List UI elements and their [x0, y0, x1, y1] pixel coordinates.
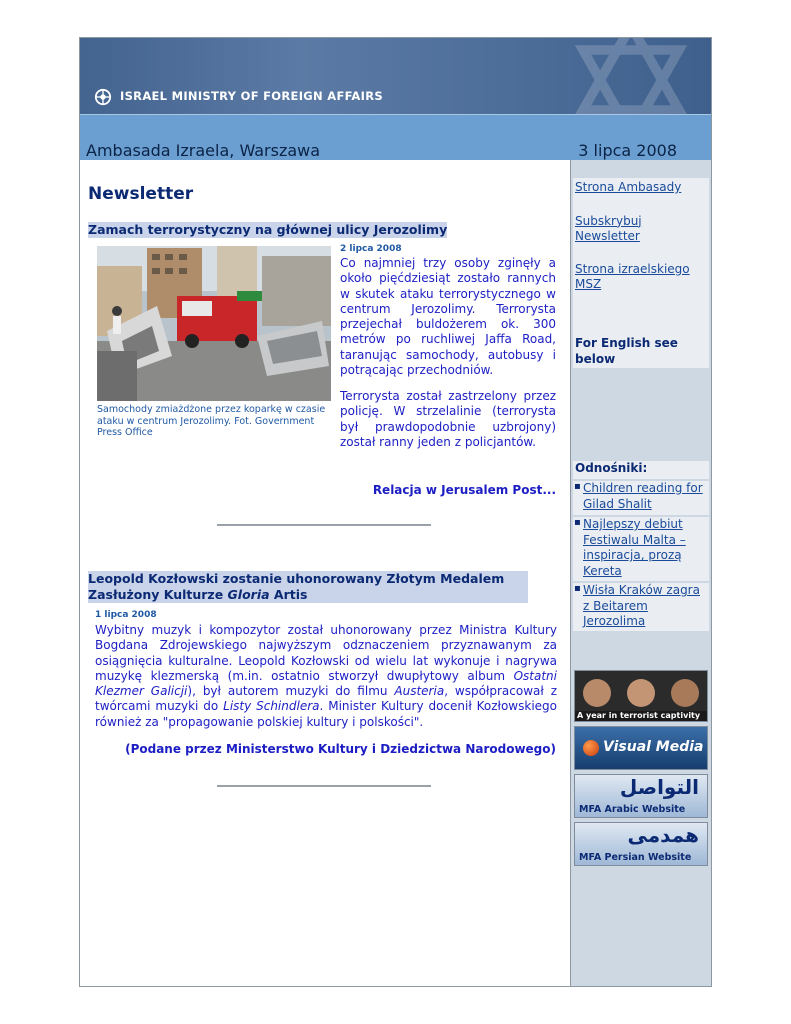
header-banner [80, 38, 711, 114]
sidebar-link-item [573, 481, 709, 515]
article2-source: (Podane przez Ministerstwo Kultury i Dziedzictwa Narodowego) [125, 742, 556, 756]
article1-photo-caption: Samochody zmiażdżone przez koparkę w czasie ataku w centrum Jerozolimy. Fot. Government Press Office [97, 404, 326, 438]
article2-text-b: ), był autorem muzyki do filmu [187, 684, 395, 699]
newsletter-frame [79, 37, 712, 987]
bullet-icon: ▪ [574, 481, 581, 492]
persian-website-label: MFA Persian Website [579, 852, 692, 863]
article1-title: Zamach terrorystyczny na głównej ulicy Jerozolimy [88, 222, 448, 237]
article1-paragraph1: Co najmniej trzy osoby zginęły a około pięćdziesiąt zostało rannych w skutek ataku terrorystycznego w centrum Jerozolimy. Terrorysta przejechał buldożerem ok. 300 metrów po ruchliwej Jaffa Road, taranując samochody, autobusy i potrącając przechodniów. [340, 256, 556, 378]
embassy-site-link[interactable]: Strona Ambasady [575, 180, 682, 194]
arabic-website-label: MFA Arabic Website [579, 804, 686, 815]
visual-media-banner[interactable] [574, 726, 708, 770]
article2-text-c: , współpracował z twórcami muzyki do [95, 684, 557, 714]
record-icon [583, 740, 599, 756]
article1-photo [97, 246, 331, 401]
article1-paragraph2: Terrorysta został zastrzelony przez policję. W strzelalinie (terrorysta był prawdopodobnie uzbrojony) został ranny jeden z policjantów. [340, 389, 556, 449]
article2-title-italic: Gloria [227, 587, 270, 602]
film-title-schindler: Listy Schindlera [223, 699, 320, 714]
article2-date: 1 lipca 2008 [95, 610, 157, 620]
organization-name: ISRAEL MINISTRY OF FOREIGN AFFAIRS [120, 89, 383, 103]
subscribe-newsletter-link[interactable]: Subskrybuj Newsletter [575, 213, 642, 243]
english-note: For English see below [575, 336, 678, 366]
captivity-banner[interactable] [574, 670, 708, 722]
article2-title-end: Artis [269, 587, 308, 602]
bullet-icon: ▪ [574, 583, 581, 594]
article1-date: 2 lipca 2008 [340, 244, 402, 254]
sidebar-link-item [573, 517, 709, 581]
bullet-icon: ▪ [574, 517, 581, 528]
link-malta-festival[interactable]: Najlepszy debiut Festiwalu Malta – inspiracja, prozą Kereta [583, 517, 686, 578]
film-title: Austeria [394, 684, 445, 699]
newsletter-heading: Newsletter [88, 184, 194, 204]
persian-script: همدمی [627, 823, 699, 847]
links-heading-box [573, 461, 709, 479]
sidebar-link-item [573, 583, 709, 631]
link-wisla-krakow[interactable]: Wisła Kraków zagra z Beitarem Jerozolima [583, 583, 700, 628]
arabic-script: التواصل [619, 775, 699, 799]
star-of-david-watermark [571, 38, 691, 114]
israeli-msz-link[interactable]: Strona izraelskiego MSZ [575, 261, 690, 291]
links-heading: Odnośniki: [575, 461, 648, 475]
arabic-website-banner[interactable] [574, 774, 708, 818]
article2-text-d: . Minister Kultury docenił Kozłowskiego również za "propagowanie polskiej kultury i polskości". [95, 699, 557, 729]
link-children-reading[interactable]: Children reading for Gilad Shalit [583, 481, 703, 511]
ministry-emblem-icon [94, 88, 112, 106]
divider [217, 785, 431, 787]
visual-media-label: Visual Media [603, 739, 704, 755]
article2-title [88, 571, 528, 603]
album-title: Ostatni Klezmer Galicji [95, 668, 557, 699]
divider [217, 524, 431, 526]
english-note-box [573, 334, 709, 368]
captivity-banner-label: A year in terrorist captivity [577, 711, 701, 720]
main-content [80, 160, 570, 986]
persian-website-banner[interactable] [574, 822, 708, 866]
article2-text-a: Wybitny muzyk i kompozytor został uhonorowany przez Ministra Kultury Bogdana Zdrojewskiego najwyższym odznaczeniem przyznawanym za osiągnięcia kulturalne. Leopold Kozłowski od wielu lat wykonuje i nagrywa muzykę klezmerską (m.in. ostatnio stworzył dwupłytowy album [95, 623, 557, 683]
embassy-name: Ambasada Izraela, Warszawa [86, 141, 321, 160]
article2-title-text: Leopold Kozłowski zostanie uhonorowany Złotym Medalem Zasłużony Kulturze [88, 571, 505, 602]
sidebar [570, 160, 711, 986]
title-bar [80, 114, 711, 160]
read-more-link[interactable]: Relacja w Jerusalem Post... [372, 483, 556, 497]
article2-paragraph [95, 623, 557, 730]
sidebar-links-box [573, 178, 709, 338]
issue-date: 3 lipca 2008 [578, 141, 677, 160]
